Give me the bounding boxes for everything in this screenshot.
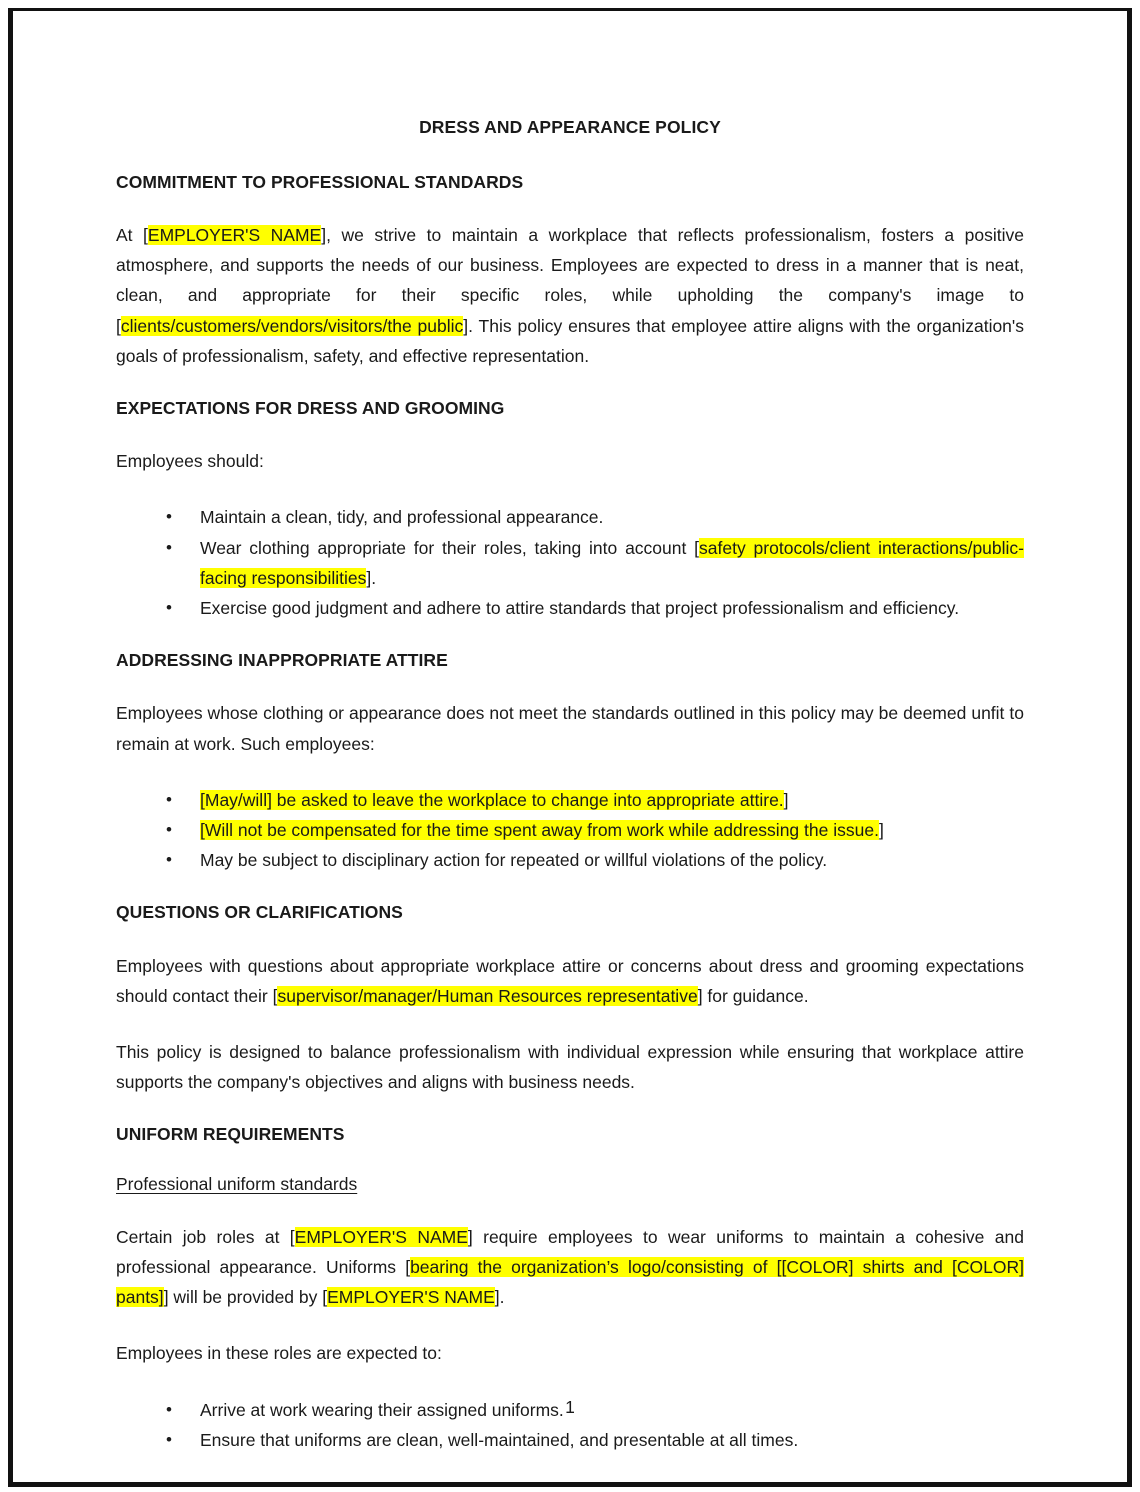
list-item (116, 1425, 1024, 1455)
section-heading-expectations: EXPECTATIONS FOR DRESS AND GROOMING (116, 397, 505, 418)
paragraph-policy-balance: This policy is designed to balance professionalism with individual expression while ensuring that workplace attire supports the company's objectives and aligns with business needs. (116, 1041, 1024, 1092)
text-run: ] (783, 789, 789, 810)
list-item (116, 785, 1024, 815)
lead-in-uniform-roles: Employees in these roles are expected to: (116, 1343, 442, 1364)
text-run: Maintain a clean, tidy, and professional appearance. (200, 507, 604, 528)
list-item (116, 593, 1024, 623)
text-run: Certain job roles at [ (116, 1227, 295, 1248)
text-run: ] require employees to wear uniforms to maintain a cohesive and professional appearance. Uniforms [ (116, 1227, 1024, 1278)
text-run: Ensure that uniforms are clean, well-maintained, and presentable at all times. (200, 1429, 799, 1450)
highlight-employer-name-uniform: EMPLOYER'S NAME (294, 1227, 468, 1248)
paragraph-uniform (116, 1222, 1024, 1312)
text-run: At [ (116, 225, 148, 246)
section-heading-inappropriate-attire: ADDRESSING INAPPROPRIATE ATTIRE (116, 649, 448, 670)
lead-in-employees-should: Employees should: (116, 451, 264, 472)
paragraph-inappropriate-attire: Employees whose clothing or appearance does not meet the standards outlined in this policy may be deemed unfit to remain at work. Such employees: (116, 703, 1024, 754)
text-run: ] for guidance. (697, 985, 809, 1006)
text-run: ]. (494, 1287, 505, 1308)
highlight-role-considerations: safety protocols/client interactions/public-facing responsibilities (200, 537, 1025, 588)
highlight-contact-options: supervisor/manager/Human Resources representative (277, 985, 698, 1006)
sub-heading-professional-uniform-standards: Professional uniform standards (116, 1173, 358, 1194)
list-item (116, 533, 1024, 593)
section-heading-questions: QUESTIONS OR CLARIFICATIONS (116, 901, 403, 922)
text-run: Arrive at work wearing their assigned uniforms. (200, 1399, 564, 1420)
section-heading-uniform-requirements: UNIFORM REQUIREMENTS (116, 1123, 345, 1144)
page-border-bottom (8, 1482, 1132, 1487)
page-title: DRESS AND APPEARANCE POLICY (419, 117, 721, 137)
highlight-not-compensated: [Will not be compensated for the time spent away from work while addressing the issue. (200, 819, 879, 840)
page-border-right (1127, 8, 1132, 1485)
document-body (116, 116, 1024, 1481)
bullet-list-expectations (116, 502, 1024, 622)
list-item (116, 845, 1024, 875)
text-run: ] will be provided by [ (163, 1287, 328, 1308)
bullet-list-inappropriate-attire (116, 785, 1024, 875)
paragraph-commitment (116, 220, 1024, 370)
highlight-employer-name-provider: EMPLOYER'S NAME (327, 1287, 495, 1308)
highlight-employer-name: EMPLOYER'S NAME (147, 225, 322, 246)
text-run: Employees with questions about appropriate workplace attire or concerns about dress and grooming expectations should contact their [ (116, 955, 1024, 1006)
text-run: ]. (366, 567, 377, 588)
highlight-may-will-leave: [May/will] be asked to leave the workplace to change into appropriate attire. (200, 789, 784, 810)
page-number: 1 (565, 1397, 575, 1417)
text-run: ] (878, 819, 884, 840)
text-run: Exercise good judgment and adhere to attire standards that project professionalism and efficiency. (200, 597, 960, 618)
page-sheet (13, 11, 1127, 1482)
highlight-audience-options: clients/customers/vendors/visitors/the public (120, 315, 464, 336)
list-item (116, 815, 1024, 845)
highlight-uniform-description: bearing the organization’s logo/consisting of [[COLOR] shirts and [COLOR] pants] (116, 1257, 1024, 1308)
section-heading-commitment: COMMITMENT TO PROFESSIONAL STANDARDS (116, 171, 524, 192)
list-item (116, 502, 1024, 532)
text-run: ]. This policy ensures that employee attire aligns with the organization's goals of professionalism, safety, and effective representation. (116, 315, 1025, 366)
text-run: ], we strive to maintain a workplace that reflects professionalism, fosters a positive atmosphere, and supports the needs of our business. Employees are expected to dress in a manner that is neat, clean, and appropriate for their specific roles, while upholding the company's image to [ (116, 225, 1024, 336)
text-run: May be subject to disciplinary action for repeated or willful violations of the policy. (200, 849, 828, 870)
paragraph-questions (116, 951, 1024, 1011)
text-run: Wear clothing appropriate for their roles, taking into account [ (200, 537, 700, 558)
